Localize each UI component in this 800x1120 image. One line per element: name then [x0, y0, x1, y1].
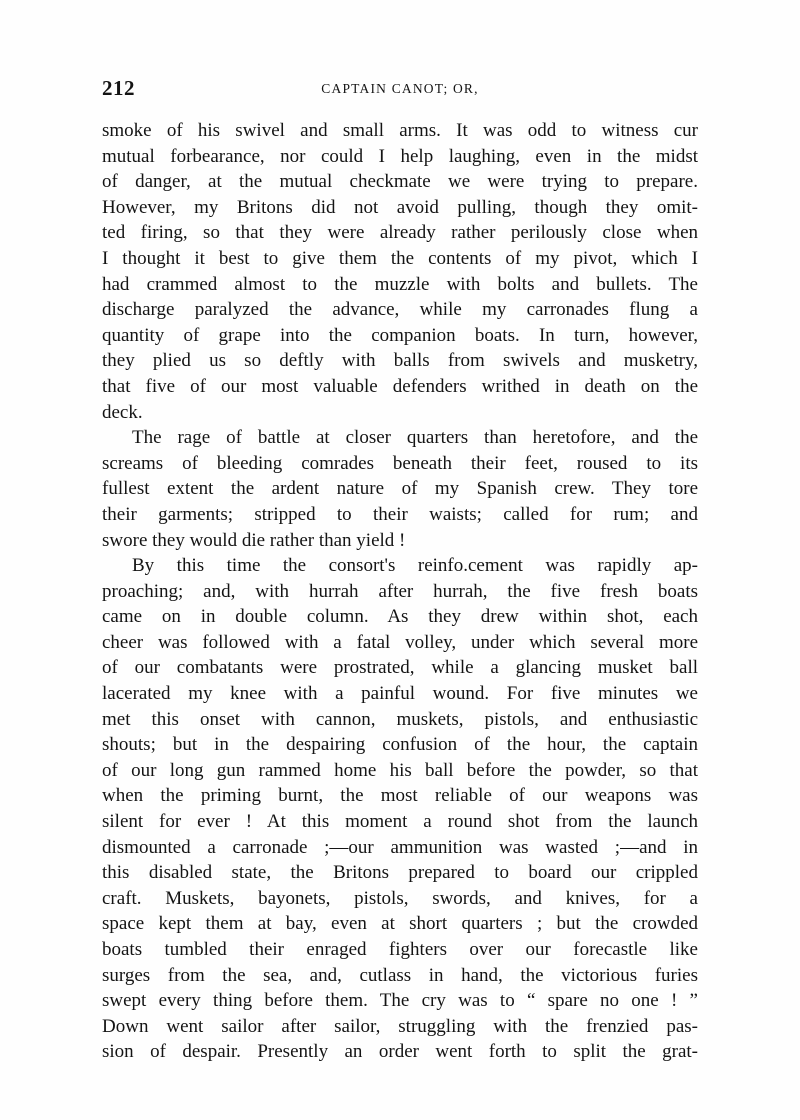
- running-head: CAPTAIN CANOT; OR,: [321, 81, 479, 96]
- text-line: this disabled state, the Britons prepared to board our crippled: [102, 862, 698, 884]
- text-line: boats tumbled their enraged fighters over our forecastle like: [102, 939, 698, 960]
- text-line: screams of bleeding comrades beneath their feet, roused to its: [102, 452, 698, 474]
- text-line: of our combatants were prostrated, while a glancing musket ball: [102, 657, 698, 679]
- text-line: lacerated my knee with a painful wound. For five minutes we: [102, 683, 698, 705]
- page-header: [102, 76, 698, 106]
- text-line: that five of our most valuable defenders writhed in death on the: [102, 375, 698, 397]
- text-line: discharge paralyzed the advance, while my carronades flung a: [102, 299, 698, 321]
- text-line: came on in double column. As they drew within shot, each: [102, 606, 698, 628]
- text-line: when the priming burnt, the most reliable of our weapons was: [102, 785, 698, 807]
- text-line: The rage of battle at closer quarters than heretofore, and the: [132, 427, 698, 449]
- text-line: surges from the sea, and, cutlass in hand, the victorious furies: [102, 964, 698, 986]
- text-line: swept every thing before them. The cry was to “ spare no one ! ”: [102, 990, 698, 1012]
- text-line: of our long gun rammed home his ball before the powder, so that: [102, 759, 698, 781]
- text-line: mutual forbearance, nor could I help laughing, even in the midst: [102, 145, 698, 167]
- text-line: proaching; and, with hurrah after hurrah, the five fresh boats: [102, 580, 698, 602]
- text-line: craft. Muskets, bayonets, pistols, swords, and knives, for a: [102, 887, 698, 909]
- text-line: swore they would die rather than yield !: [102, 529, 406, 551]
- page-number: 212: [102, 76, 135, 100]
- text-line: sion of despair. Presently an order went forth to split the grat-: [102, 1041, 698, 1063]
- text-line: Down went sailor after sailor, struggling with the frenzied pas-: [102, 1015, 698, 1037]
- text-line: fullest extent the ardent nature of my Spanish crew. They tore: [102, 478, 698, 500]
- text-line: space kept them at bay, even at short quarters ; but the crowded: [102, 913, 698, 935]
- text-line: cheer was followed with a fatal volley, under which several more: [102, 631, 698, 653]
- text-line: smoke of his swivel and small arms. It was odd to witness cur: [102, 120, 698, 141]
- text-line: I thought it best to give them the contents of my pivot, which I: [102, 247, 698, 269]
- text-line: of danger, at the mutual checkmate we were trying to prepare.: [102, 171, 698, 193]
- text-line: shouts; but in the despairing confusion of the hour, the captain: [102, 734, 698, 756]
- body-text: [102, 118, 698, 1065]
- text-line: deck.: [102, 401, 143, 423]
- text-line: they plied us so deftly with balls from swivels and musketry,: [102, 350, 698, 372]
- text-line: By this time the consort's reinfo.cement was rapidly ap-: [132, 555, 698, 577]
- text-line: met this onset with cannon, muskets, pistols, and enthusiastic: [102, 708, 698, 730]
- text-line: However, my Britons did not avoid pulling, though they omit-: [102, 196, 698, 218]
- text-line: dismounted a carronade ;—our ammunition was wasted ;—and in: [102, 836, 698, 858]
- text-line: had crammed almost to the muzzle with bolts and bullets. The: [102, 273, 698, 295]
- text-line: their garments; stripped to their waists; called for rum; and: [102, 503, 698, 525]
- text-line: silent for ever ! At this moment a round shot from the launch: [102, 811, 698, 833]
- text-line: ted firing, so that they were already rather perilously close when: [102, 222, 698, 244]
- text-line: quantity of grape into the companion boats. In turn, however,: [102, 324, 698, 346]
